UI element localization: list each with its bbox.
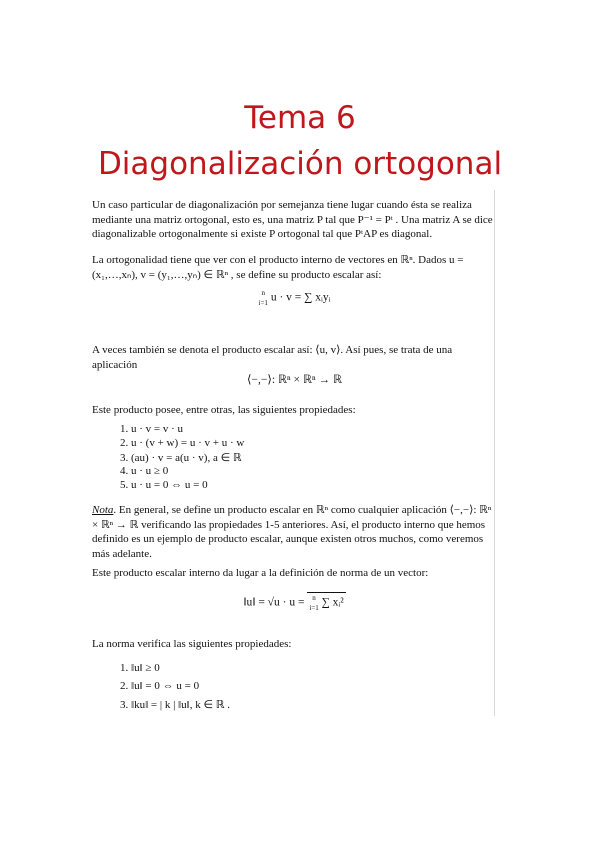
norm-property-item: 3. ‖ku‖ = | k | ‖u‖, k ∈ ℝ . <box>120 699 231 711</box>
note-paragraph <box>92 503 497 561</box>
notation-paragraph: A veces también se denota el producto escalar así: ⟨u, v⟩. Así pues, se trata de una aplicación <box>92 344 453 371</box>
property-item: 3. (au) · v = a(u · v), a ∈ ℝ <box>120 452 242 464</box>
sum-upper-limit: n <box>312 594 316 602</box>
norm-formula <box>92 592 497 613</box>
summation-symbol <box>309 593 318 613</box>
intro-paragraph: Un caso particular de diagonalización por semejanza tiene lugar cuando ésta se realiza mediante una matriz ortogonal, esto es, una matriz P tal que P⁻¹ = Pᵗ . Una matriz A se dice diagonalizable ortogonalmente si existe P ortogonal tal que PᵗAP es diagonal. <box>92 199 493 240</box>
title-line-2: Diagonalización ortogonal <box>97 146 503 182</box>
norm-formula-left: ‖u‖ = √u · u = <box>243 596 305 609</box>
sum-upper-limit: n <box>261 289 265 297</box>
norm-properties-intro: La norma verifica las siguientes propiedades: <box>92 638 292 650</box>
summation-symbol <box>259 288 268 308</box>
sum-lower-limit: i=1 <box>309 604 319 612</box>
title-line-1: Tema 6 <box>244 100 356 136</box>
property-item: 5. u · u = 0 ⇔ u = 0 <box>120 479 208 491</box>
norm-property-item: 1. ‖u‖ ≥ 0 <box>120 662 160 674</box>
square-root <box>307 592 345 613</box>
property-item: 1. u · v = v · u <box>120 423 184 435</box>
property-item: 2. u · (v + w) = u · v + u · w <box>120 437 245 449</box>
note-label: Nota <box>92 504 114 516</box>
note-text: . En general, se define un producto escalar en ℝⁿ como cualquier aplicación ⟨−,−⟩: ℝⁿ × ℝⁿ → ℝ verificando las propiedades 1-5 anteriores. Así, el producto interno que hemos definido es un ejemplo de producto escalar, aunque existen otros muchos, como veremos más adelante. <box>92 504 492 560</box>
norm-radicand: ∑ xᵢ² <box>321 596 344 609</box>
property-item: 4. u · u ≥ 0 <box>120 465 169 477</box>
dot-formula-text: u · v = ∑ xᵢyᵢ <box>270 291 331 304</box>
map-formula: ⟨−,−⟩: ℝⁿ × ℝⁿ → ℝ <box>247 374 342 386</box>
norm-property-item: 2. ‖u‖ = 0 ⇔ u = 0 <box>120 680 200 692</box>
properties-intro: Este producto posee, entre otras, las siguientes propiedades: <box>92 404 356 416</box>
norm-intro: Este producto escalar interno da lugar a la definición de norma de un vector: <box>92 567 429 579</box>
dot-product-formula <box>92 288 497 308</box>
orthogonality-paragraph: La ortogonalidad tiene que ver con el producto interno de vectores en ℝⁿ. Dados u = (x₁,…,xₙ), v = (y₁,…,yₙ) ∈ ℝⁿ , se define su producto escalar así: <box>92 254 464 281</box>
sum-lower-limit: i=1 <box>258 299 268 307</box>
